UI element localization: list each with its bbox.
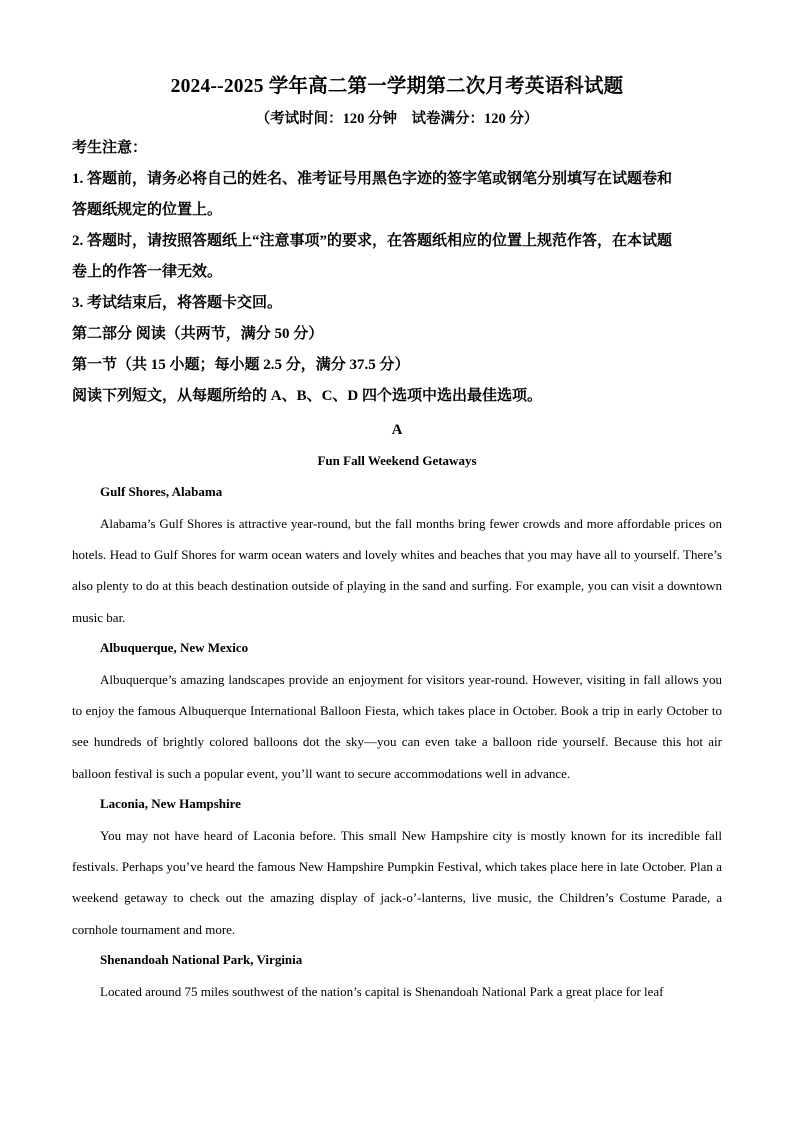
passage-title: Fun Fall Weekend Getaways — [317, 453, 477, 468]
notice-item-2-line-2: 卷上的作答一律无效。 — [72, 264, 223, 280]
notice-item-3: 3. 考试结束后，将答题卡交回。 — [72, 295, 283, 311]
section-sub-heading: 第一节（共 15 小题；每小题 2.5 分，满分 37.5 分） — [72, 357, 410, 373]
entry-heading-laconia: Laconia, New Hampshire — [100, 796, 241, 811]
notice-item-1-line-2: 答题纸规定的位置上。 — [72, 202, 223, 218]
entry-heading-shenandoah: Shenandoah National Park, Virginia — [100, 952, 303, 967]
notice-heading: 考生注意： — [72, 140, 148, 156]
exam-subtitle: （考试时间：120 分钟 试卷满分：120 分） — [255, 111, 539, 127]
notice-item-2-line-1: 2. 答题时，请按照答题纸上“注意事项”的要求，在答题纸相应的位置上规范作答，在本试题 — [72, 233, 673, 249]
entry-heading-albuquerque: Albuquerque, New Mexico — [100, 640, 249, 655]
notice-item-1-line-1: 1. 答题前，请务必将自己的姓名、准考证号用黑色字迹的签字笔或钢笔分别填写在试题卷和 — [72, 171, 673, 187]
entry-text-gulf-shores: Alabama’s Gulf Shores is attractive year-round, but the fall months bring fewer crowds and more affordable prices on hotels. Head to Gulf Shores for warm ocean waters and lovely whites and beaches that you may have all to yourself. There’s also plenty to do at this beach destination outside of playing in the sand and surfing. For example, you can visit a downtown music bar. — [72, 516, 722, 625]
section-instruction: 阅读下列短文，从每题所给的 A、B、C、D 四个选项中选出最佳选项。 — [72, 388, 543, 404]
entry-text-shenandoah: Located around 75 miles southwest of the nation’s capital is Shenandoah National Park a great place for leaf — [100, 984, 664, 999]
exam-title: 2024--2025 学年高二第一学期第二次月考英语科试题 — [170, 76, 624, 97]
entry-text-laconia: You may not have heard of Laconia before. This small New Hampshire city is mostly known for its incredible fall festivals. Perhaps you’ve heard the famous New Hampshire Pumpkin Festival, which takes place here in late October. Plan a weekend getaway to check out the amazing display of jack-o’-lanterns, live music, the Children’s Costume Parade, a cornhole tournament and more. — [72, 828, 722, 937]
scan-mark: ' — [594, 1000, 596, 1006]
passage-letter: A — [391, 422, 403, 438]
entry-text-albuquerque: Albuquerque’s amazing landscapes provide an enjoyment for visitors year-round. However, visiting in fall allows you to enjoy the famous Albuquerque International Balloon Fiesta, which takes place in October. Book a trip in early October to see hundreds of brightly colored balloons dot the sky—you can even take a balloon ride yourself. Because this hot air balloon festival is such a popular event, you’ll want to secure accommodations well in advance. — [72, 672, 722, 781]
section-part-heading: 第二部分 阅读（共两节，满分 50 分） — [72, 326, 324, 342]
entry-heading-gulf-shores: Gulf Shores, Alabama — [100, 484, 223, 499]
